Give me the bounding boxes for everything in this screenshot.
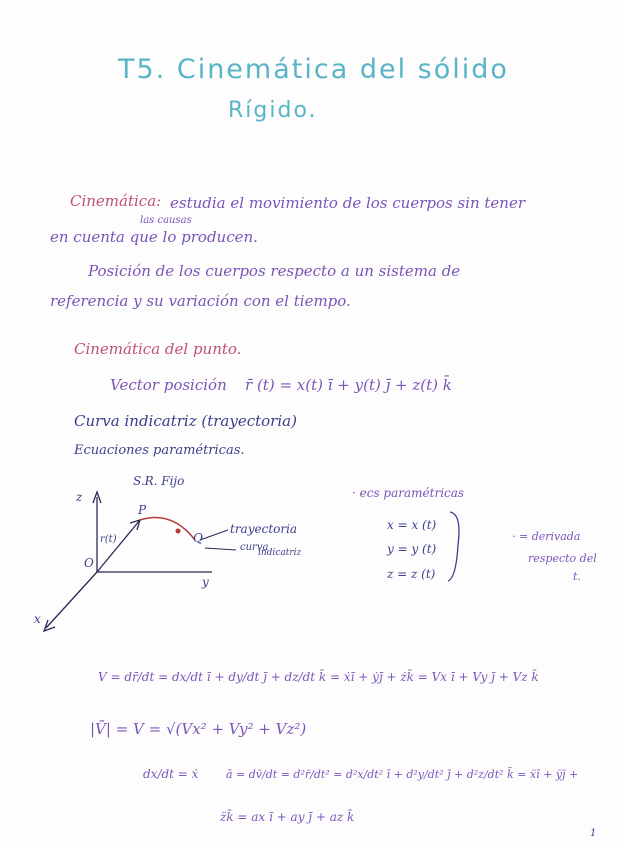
dxdt-formula: dx/dt = ẋ — [143, 767, 199, 781]
point-p-label: P — [138, 503, 147, 517]
page-title: T5. Cinemática del sólido — [118, 54, 509, 85]
x-axis-label: x — [34, 612, 41, 626]
param-eq-y: y = y (t) — [387, 542, 437, 556]
page-title-line2: Rígido. — [228, 98, 318, 123]
equations-label: Ecuaciones paramétricas. — [74, 443, 245, 458]
vector-equation: r̄ (t) = x(t) ī + y(t) j̄ + z(t) k̄ — [245, 376, 452, 394]
curve-label-small: curva — [240, 542, 269, 553]
indicatriz-label: indicatriz — [258, 548, 302, 558]
acceleration-formula-2: z̈k̄ = ax ī + ay j̄ + az k̄ — [220, 810, 355, 824]
insert-note: las causas — [140, 215, 192, 226]
definition-text: estudia el movimiento de los cuerpos sin tener — [170, 194, 526, 212]
acceleration-formula: ā = dv̄/dt = d²r̄/dt² = d²x/dt² ī + d²y/dt² j̄ + d²z/dt² k̄ = ẍī + ÿj̄ + — [226, 768, 579, 781]
section-heading: Cinemática del punto. — [74, 340, 242, 358]
definition-text-2: en cuenta que lo producen. — [50, 228, 258, 246]
position-text-2: referencia y su variación con el tiempo. — [50, 292, 351, 310]
position-vector-label: r(t) — [100, 534, 117, 545]
position-text: Posición de los cuerpos respecto a un sistema de — [88, 262, 461, 280]
trajectory-label: trayectoria — [230, 522, 298, 536]
param-eq-z: z = z (t) — [387, 567, 436, 581]
velocity-formula: V = dr̄/dt = dx/dt ī + dy/dt j̄ + dz/dt k̄ = ẋī + ẏj̄ + żk̄ = Vx ī + Vy j̄ + Vz k̄ — [98, 670, 539, 684]
y-axis-label: y — [202, 575, 209, 589]
page-number: 1 — [590, 828, 597, 839]
frame-label: S.R. Fijo — [133, 474, 185, 488]
curve-label: Curva indicatriz (trayectoria) — [74, 412, 297, 430]
derivative-note-1: · = derivada — [512, 530, 581, 543]
param-eq-x: x = x (t) — [387, 518, 437, 532]
vector-label: Vector posición — [110, 376, 227, 394]
origin-label: O — [84, 556, 94, 570]
velocity-magnitude: |V̄| = V = √(Vx² + Vy² + Vz²) — [90, 720, 307, 738]
z-axis-label: z — [76, 490, 83, 504]
derivative-note-3: t. — [573, 570, 581, 583]
derivative-note-2: respecto del — [528, 552, 597, 565]
definition-label: Cinemática: — [70, 192, 162, 210]
param-heading: · ecs paramétricas — [352, 486, 465, 500]
point-q-label: Q — [193, 531, 203, 545]
